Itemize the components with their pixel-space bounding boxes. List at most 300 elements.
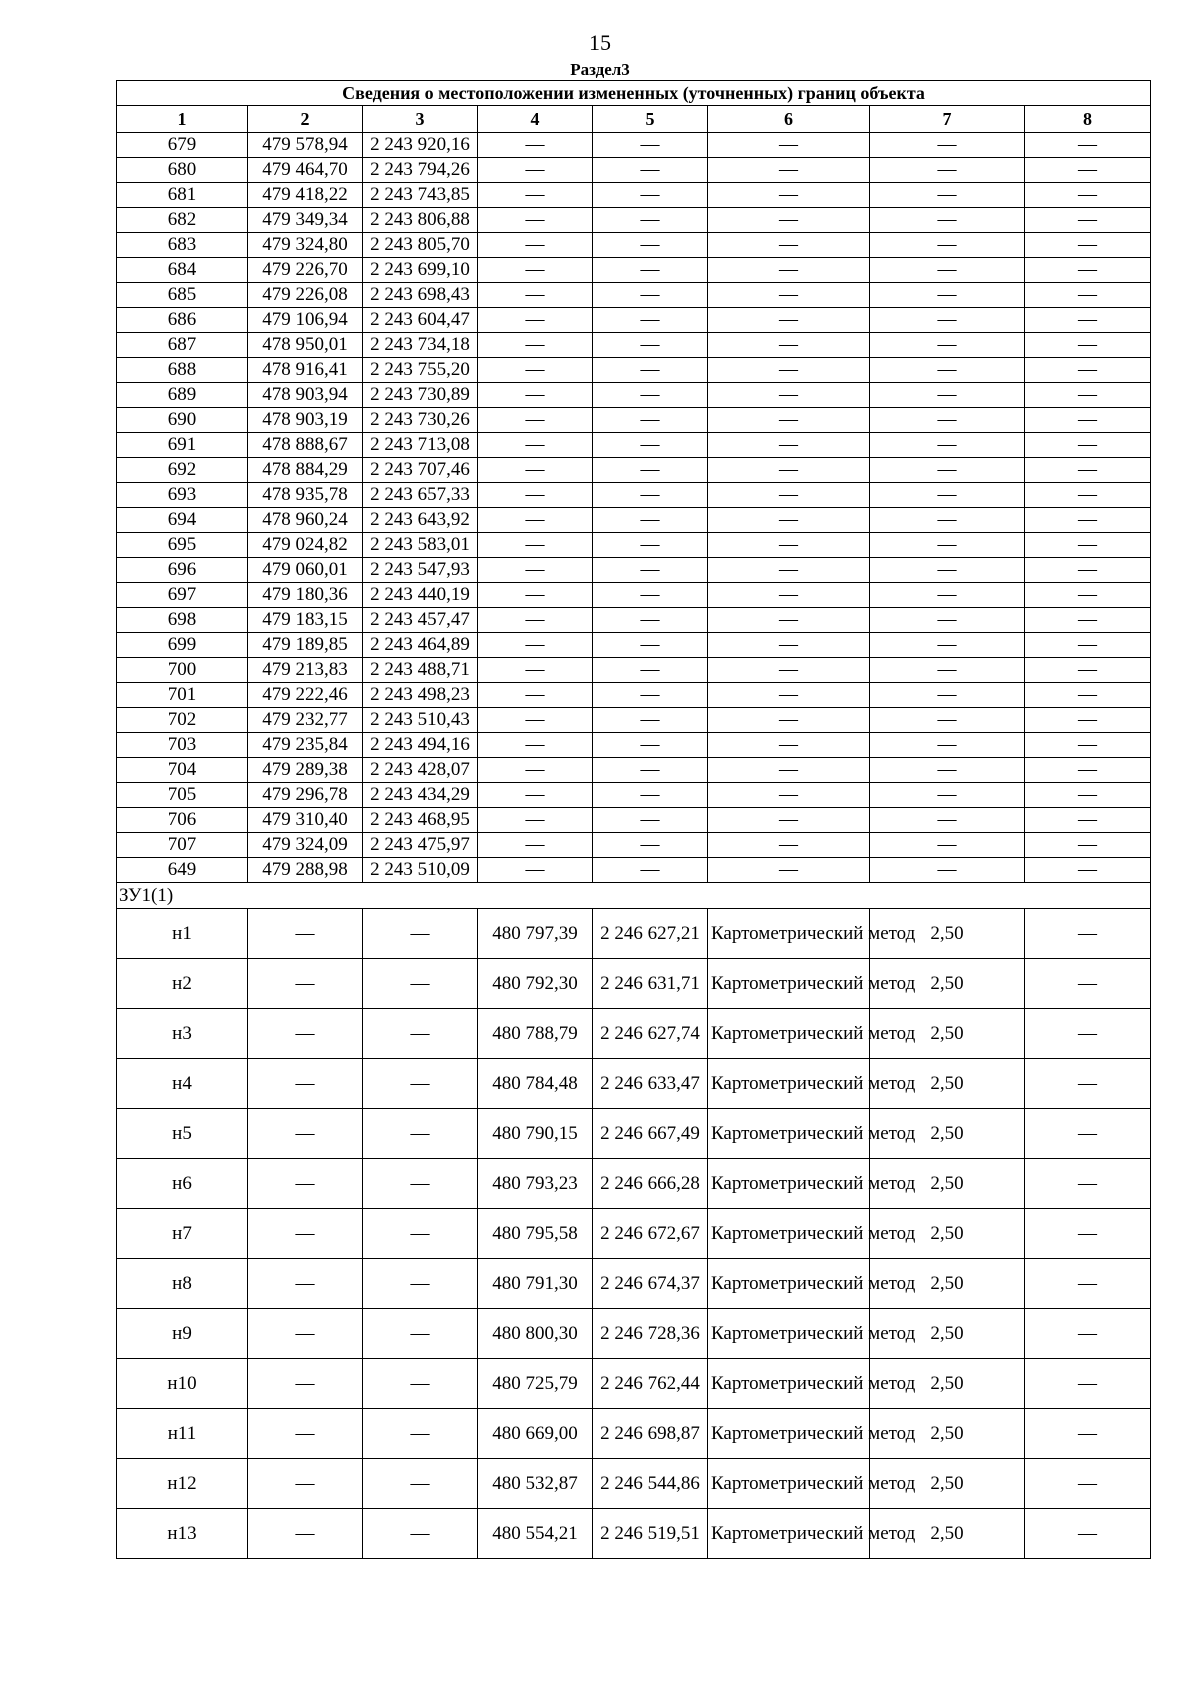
table-row	[117, 758, 1151, 783]
table-cell-c4: —	[478, 833, 593, 858]
table-cell-c2: 479 324,80	[248, 233, 363, 258]
table-cell-c8: —	[1025, 333, 1151, 358]
table-cell-c3: 2 243 510,09	[363, 858, 478, 883]
table-cell-c6: —	[708, 333, 870, 358]
table-cell-c1: 702	[117, 708, 248, 733]
table-cell-c2: 479 106,94	[248, 308, 363, 333]
table-cell-c2: —	[248, 1209, 363, 1259]
table-cell-c8: —	[1025, 1259, 1151, 1309]
table-cell-c6: —	[708, 683, 870, 708]
table-cell-c2: 479 464,70	[248, 158, 363, 183]
table-cell-c2: —	[248, 1159, 363, 1209]
table-cell-c3: 2 243 730,26	[363, 408, 478, 433]
table-cell-c5: —	[593, 658, 708, 683]
method-cell: Картометрический метод	[708, 1209, 870, 1259]
table-cell-c4: —	[478, 333, 593, 358]
table-cell-c3: —	[363, 909, 478, 959]
table-cell-c1: н7	[117, 1209, 248, 1259]
table-row	[117, 183, 1151, 208]
table-row	[117, 833, 1151, 858]
table-cell-c5: —	[593, 858, 708, 883]
table-cell-c1: 686	[117, 308, 248, 333]
table-cell-c4: —	[478, 583, 593, 608]
table-cell-c7: —	[870, 483, 1025, 508]
table-cell-c3: —	[363, 1459, 478, 1509]
table-cell-c2: 478 903,94	[248, 383, 363, 408]
table-row	[117, 1259, 1151, 1309]
method-cell: Картометрический метод	[708, 1509, 870, 1559]
table-cell-c3: —	[363, 959, 478, 1009]
table-cell-c5: —	[593, 783, 708, 808]
table-cell-c3: 2 243 488,71	[363, 658, 478, 683]
method-cell: Картометрический метод	[708, 1159, 870, 1209]
table-cell-c3: —	[363, 1009, 478, 1059]
column-number: 7	[870, 106, 1025, 133]
table-cell-c7: —	[870, 558, 1025, 583]
table-cell-c1: 699	[117, 633, 248, 658]
table-cell-c7: —	[870, 383, 1025, 408]
table-cell-c5: 2 246 544,86	[593, 1459, 708, 1509]
table-cell-c6: —	[708, 758, 870, 783]
table-cell-c2: 479 180,36	[248, 583, 363, 608]
table-cell-c8: —	[1025, 608, 1151, 633]
table-row	[117, 1509, 1151, 1559]
table-cell-c5: —	[593, 308, 708, 333]
table-cell-c6: —	[708, 233, 870, 258]
table-cell-c2: 478 888,67	[248, 433, 363, 458]
group-header-row	[117, 883, 1151, 909]
table-cell-c1: 684	[117, 258, 248, 283]
table-cell-c2: 479 349,34	[248, 208, 363, 233]
table-row	[117, 1409, 1151, 1459]
table-cell-c1: н2	[117, 959, 248, 1009]
column-number: 2	[248, 106, 363, 133]
table-cell-c8: —	[1025, 783, 1151, 808]
table-cell-c4: —	[478, 858, 593, 883]
table-cell-c3: 2 243 583,01	[363, 533, 478, 558]
table-cell-c8: —	[1025, 733, 1151, 758]
table-cell-c4: 480 669,00	[478, 1409, 593, 1459]
table-cell-c6: —	[708, 583, 870, 608]
table-cell-c6: —	[708, 258, 870, 283]
table-cell-c5: —	[593, 158, 708, 183]
table-cell-c8: —	[1025, 683, 1151, 708]
table-cell-c7: —	[870, 508, 1025, 533]
table-cell-c1: 649	[117, 858, 248, 883]
table-cell-c1: н13	[117, 1509, 248, 1559]
table-cell-c2: —	[248, 1259, 363, 1309]
table-cell-c3: 2 243 468,95	[363, 808, 478, 833]
table-cell-c8: —	[1025, 1359, 1151, 1409]
table-cell-c7: 2,50	[870, 1059, 1025, 1109]
table-row	[117, 358, 1151, 383]
table-cell-c1: 695	[117, 533, 248, 558]
table-cell-c1: 691	[117, 433, 248, 458]
table-cell-c7: —	[870, 683, 1025, 708]
method-cell: Картометрический метод	[708, 1309, 870, 1359]
table-row	[117, 1159, 1151, 1209]
table-cell-c5: 2 246 728,36	[593, 1309, 708, 1359]
table-cell-c8: —	[1025, 1009, 1151, 1059]
table-row	[117, 708, 1151, 733]
column-number: 3	[363, 106, 478, 133]
table-cell-c6: —	[708, 283, 870, 308]
table-cell-c1: 707	[117, 833, 248, 858]
table-cell-c8: —	[1025, 808, 1151, 833]
table-cell-c5: —	[593, 208, 708, 233]
table-cell-c7: —	[870, 433, 1025, 458]
method-cell: Картометрический метод	[708, 909, 870, 959]
table-cell-c8: —	[1025, 858, 1151, 883]
table-cell-c4: —	[478, 558, 593, 583]
table-cell-c5: —	[593, 408, 708, 433]
table-cell-c3: 2 243 657,33	[363, 483, 478, 508]
table-cell-c6: —	[708, 783, 870, 808]
table-cell-c2: 479 213,83	[248, 658, 363, 683]
table-row	[117, 133, 1151, 158]
method-cell: Картометрический метод	[708, 1259, 870, 1309]
table-cell-c8: —	[1025, 1309, 1151, 1359]
table-cell-c7: —	[870, 183, 1025, 208]
table-cell-c2: 479 324,09	[248, 833, 363, 858]
table-cell-c6: —	[708, 508, 870, 533]
table-cell-c2: 479 310,40	[248, 808, 363, 833]
table-cell-c3: 2 243 920,16	[363, 133, 478, 158]
table-cell-c3: 2 243 434,29	[363, 783, 478, 808]
table-cell-c3: —	[363, 1109, 478, 1159]
table-cell-c5: —	[593, 283, 708, 308]
table-cell-c3: 2 243 510,43	[363, 708, 478, 733]
table-cell-c8: —	[1025, 533, 1151, 558]
table-cell-c3: 2 243 494,16	[363, 733, 478, 758]
table-cell-c7: —	[870, 858, 1025, 883]
table-cell-c4: —	[478, 533, 593, 558]
table-cell-c4: —	[478, 458, 593, 483]
table-cell-c6: —	[708, 433, 870, 458]
table-cell-c6: —	[708, 183, 870, 208]
table-cell-c6: —	[708, 208, 870, 233]
table-cell-c8: —	[1025, 458, 1151, 483]
table-cell-c5: —	[593, 183, 708, 208]
table-cell-c1: 694	[117, 508, 248, 533]
table-cell-c8: —	[1025, 233, 1151, 258]
table-cell-c6: —	[708, 808, 870, 833]
table-cell-c1: 693	[117, 483, 248, 508]
table-cell-c7: —	[870, 358, 1025, 383]
table-cell-c6: —	[708, 658, 870, 683]
table-cell-c1: н5	[117, 1109, 248, 1159]
table-cell-c8: —	[1025, 358, 1151, 383]
table-cell-c6: —	[708, 158, 870, 183]
table-cell-c5: 2 246 627,21	[593, 909, 708, 959]
table-cell-c1: н9	[117, 1309, 248, 1359]
table-cell-c4: 480 784,48	[478, 1059, 593, 1109]
table-cell-c8: —	[1025, 1209, 1151, 1259]
table-cell-c4: 480 793,23	[478, 1159, 593, 1209]
table-row	[117, 233, 1151, 258]
table-cell-c1: н12	[117, 1459, 248, 1509]
page-number: 15	[589, 30, 611, 55]
table-cell-c5: —	[593, 558, 708, 583]
table-cell-c7: —	[870, 283, 1025, 308]
table-cell-c5: 2 246 672,67	[593, 1209, 708, 1259]
method-cell: Картометрический метод	[708, 1409, 870, 1459]
table-cell-c4: —	[478, 608, 593, 633]
table-cell-c5: 2 246 667,49	[593, 1109, 708, 1159]
table-cell-c2: 478 916,41	[248, 358, 363, 383]
table-cell-c2: 479 288,98	[248, 858, 363, 883]
table-cell-c5: 2 246 627,74	[593, 1009, 708, 1059]
table-row	[117, 508, 1151, 533]
table-cell-c5: 2 246 633,47	[593, 1059, 708, 1109]
table-cell-c7: —	[870, 408, 1025, 433]
table-cell-c3: 2 243 734,18	[363, 333, 478, 358]
table-cell-c8: —	[1025, 758, 1151, 783]
table-cell-c2: 479 060,01	[248, 558, 363, 583]
table-cell-c8: —	[1025, 133, 1151, 158]
table-cell-c2: —	[248, 1359, 363, 1409]
table-cell-c7: 2,50	[870, 1459, 1025, 1509]
table-cell-c7: —	[870, 758, 1025, 783]
table-cell-c1: 687	[117, 333, 248, 358]
table-cell-c3: 2 243 698,43	[363, 283, 478, 308]
table-cell-c3: 2 243 699,10	[363, 258, 478, 283]
table-cell-c1: 705	[117, 783, 248, 808]
table-cell-c5: —	[593, 633, 708, 658]
table-cell-c5: —	[593, 758, 708, 783]
table-cell-c2: —	[248, 1309, 363, 1359]
table-cell-c5: 2 246 666,28	[593, 1159, 708, 1209]
table-cell-c2: —	[248, 1459, 363, 1509]
table-cell-c7: 2,50	[870, 1259, 1025, 1309]
table-cell-c8: —	[1025, 208, 1151, 233]
table-cell-c5: —	[593, 733, 708, 758]
table-cell-c8: —	[1025, 633, 1151, 658]
table-row	[117, 208, 1151, 233]
table-cell-c2: 478 903,19	[248, 408, 363, 433]
column-number: 8	[1025, 106, 1151, 133]
table-cell-c5: —	[593, 508, 708, 533]
table-cell-c6: —	[708, 558, 870, 583]
table-cell-c1: н1	[117, 909, 248, 959]
table-cell-c8: —	[1025, 1459, 1151, 1509]
table-cell-c4: —	[478, 633, 593, 658]
table-cell-c1: 685	[117, 283, 248, 308]
method-cell: Картометрический метод	[708, 1109, 870, 1159]
table-row	[117, 1009, 1151, 1059]
table-cell-c2: 479 232,77	[248, 708, 363, 733]
table-row	[117, 533, 1151, 558]
table-cell-c1: 704	[117, 758, 248, 783]
table-cell-c7: 2,50	[870, 1509, 1025, 1559]
table-row	[117, 783, 1151, 808]
table-row	[117, 1309, 1151, 1359]
table-cell-c5: —	[593, 483, 708, 508]
table-row	[117, 858, 1151, 883]
table-cell-c8: —	[1025, 183, 1151, 208]
column-numbers-row	[117, 106, 1151, 133]
table-cell-c6: —	[708, 533, 870, 558]
table-cell-c1: 680	[117, 158, 248, 183]
table-cell-c3: 2 243 794,26	[363, 158, 478, 183]
table-cell-c5: —	[593, 708, 708, 733]
table-cell-c1: н4	[117, 1059, 248, 1109]
table-cell-c4: —	[478, 433, 593, 458]
table-row	[117, 1459, 1151, 1509]
table-cell-c4: —	[478, 783, 593, 808]
table-cell-c5: —	[593, 608, 708, 633]
table-cell-c6: —	[708, 133, 870, 158]
table-cell-c2: —	[248, 1009, 363, 1059]
table-cell-c1: 701	[117, 683, 248, 708]
table-cell-c4: 480 797,39	[478, 909, 593, 959]
table-cell-c7: —	[870, 833, 1025, 858]
table-cell-c3: 2 243 547,93	[363, 558, 478, 583]
method-cell: Картометрический метод	[708, 1459, 870, 1509]
table-cell-c3: 2 243 475,97	[363, 833, 478, 858]
table-cell-c3: 2 243 805,70	[363, 233, 478, 258]
table-cell-c2: 479 289,38	[248, 758, 363, 783]
table-cell-c4: —	[478, 358, 593, 383]
table-row	[117, 1059, 1151, 1109]
table-cell-c7: —	[870, 308, 1025, 333]
table-row	[117, 308, 1151, 333]
table-cell-c2: 479 226,70	[248, 258, 363, 283]
table-cell-c6: —	[708, 608, 870, 633]
table-cell-c6: —	[708, 708, 870, 733]
table-row	[117, 683, 1151, 708]
table-cell-c5: —	[593, 833, 708, 858]
table-cell-c7: —	[870, 708, 1025, 733]
table-cell-c3: —	[363, 1159, 478, 1209]
table-row	[117, 608, 1151, 633]
table-cell-c4: 480 788,79	[478, 1009, 593, 1059]
table-cell-c1: 700	[117, 658, 248, 683]
table-cell-c3: —	[363, 1259, 478, 1309]
table-cell-c1: 703	[117, 733, 248, 758]
table-cell-c2: —	[248, 1059, 363, 1109]
table-cell-c6: —	[708, 633, 870, 658]
table-row	[117, 959, 1151, 1009]
table-cell-c1: 688	[117, 358, 248, 383]
table-cell-c4: 480 554,21	[478, 1509, 593, 1559]
boundary-points-table	[116, 80, 1151, 1559]
table-cell-c7: 2,50	[870, 1009, 1025, 1059]
table-cell-c5: —	[593, 533, 708, 558]
table-cell-c7: —	[870, 583, 1025, 608]
table-cell-c3: 2 243 707,46	[363, 458, 478, 483]
table-cell-c1: 706	[117, 808, 248, 833]
table-cell-c7: —	[870, 608, 1025, 633]
table-cell-c2: —	[248, 1109, 363, 1159]
table-row	[117, 1359, 1151, 1409]
table-cell-c2: 479 222,46	[248, 683, 363, 708]
table-cell-c8: —	[1025, 308, 1151, 333]
table-row	[117, 483, 1151, 508]
table-cell-c8: —	[1025, 158, 1151, 183]
table-cell-c7: —	[870, 733, 1025, 758]
table-cell-c5: —	[593, 258, 708, 283]
method-cell: Картометрический метод	[708, 1009, 870, 1059]
table-cell-c4: —	[478, 158, 593, 183]
table-cell-c2: 479 235,84	[248, 733, 363, 758]
table-cell-c5: —	[593, 433, 708, 458]
table-cell-c5: —	[593, 383, 708, 408]
table-cell-c5: —	[593, 358, 708, 383]
table-cell-c5: 2 246 519,51	[593, 1509, 708, 1559]
table-cell-c1: 692	[117, 458, 248, 483]
table-cell-c3: 2 243 755,20	[363, 358, 478, 383]
table-cell-c8: —	[1025, 283, 1151, 308]
table-cell-c4: 480 795,58	[478, 1209, 593, 1259]
table-cell-c8: —	[1025, 658, 1151, 683]
table-cell-c7: 2,50	[870, 959, 1025, 1009]
table-cell-c1: н3	[117, 1009, 248, 1059]
table-cell-c1: 681	[117, 183, 248, 208]
table-cell-c4: —	[478, 308, 593, 333]
table-cell-c7: —	[870, 808, 1025, 833]
table-cell-c3: 2 243 806,88	[363, 208, 478, 233]
table-cell-c1: 683	[117, 233, 248, 258]
table-cell-c2: 478 935,78	[248, 483, 363, 508]
table-cell-c8: —	[1025, 708, 1151, 733]
table-cell-c2: 478 884,29	[248, 458, 363, 483]
table-cell-c2: —	[248, 1409, 363, 1459]
method-cell: Картометрический метод	[708, 1059, 870, 1109]
table-cell-c8: —	[1025, 383, 1151, 408]
table-cell-c5: 2 246 631,71	[593, 959, 708, 1009]
table-row	[117, 558, 1151, 583]
table-cell-c7: —	[870, 633, 1025, 658]
table-row	[117, 283, 1151, 308]
table-cell-c1: 698	[117, 608, 248, 633]
table-cell-c4: —	[478, 258, 593, 283]
table-cell-c3: 2 243 743,85	[363, 183, 478, 208]
method-cell: Картометрический метод	[708, 959, 870, 1009]
table-cell-c5: —	[593, 583, 708, 608]
table-cell-c4: 480 800,30	[478, 1309, 593, 1359]
table-cell-c7: —	[870, 333, 1025, 358]
table-cell-c7: —	[870, 158, 1025, 183]
table-cell-c8: —	[1025, 1409, 1151, 1459]
table-caption-row	[117, 81, 1151, 106]
table-cell-c7: 2,50	[870, 1409, 1025, 1459]
table-cell-c5: 2 246 698,87	[593, 1409, 708, 1459]
table-cell-c7: —	[870, 533, 1025, 558]
table-row	[117, 383, 1151, 408]
table-cell-c7: 2,50	[870, 1359, 1025, 1409]
table-cell-c2: 479 578,94	[248, 133, 363, 158]
table-row	[117, 1109, 1151, 1159]
table-cell-c8: —	[1025, 909, 1151, 959]
table-cell-c7: —	[870, 258, 1025, 283]
table-cell-c8: —	[1025, 959, 1151, 1009]
table-row	[117, 433, 1151, 458]
table-cell-c1: н10	[117, 1359, 248, 1409]
table-cell-c1: 682	[117, 208, 248, 233]
table-cell-c3: —	[363, 1309, 478, 1359]
group-label: ЗУ1(1)	[117, 883, 1151, 909]
table-cell-c6: —	[708, 408, 870, 433]
table-cell-c6: —	[708, 833, 870, 858]
table-cell-c4: —	[478, 408, 593, 433]
table-cell-c3: 2 243 604,47	[363, 308, 478, 333]
table-cell-c4: —	[478, 508, 593, 533]
table-cell-c1: н6	[117, 1159, 248, 1209]
table-cell-c6: —	[708, 858, 870, 883]
table-cell-c4: —	[478, 708, 593, 733]
table-cell-c7: —	[870, 133, 1025, 158]
